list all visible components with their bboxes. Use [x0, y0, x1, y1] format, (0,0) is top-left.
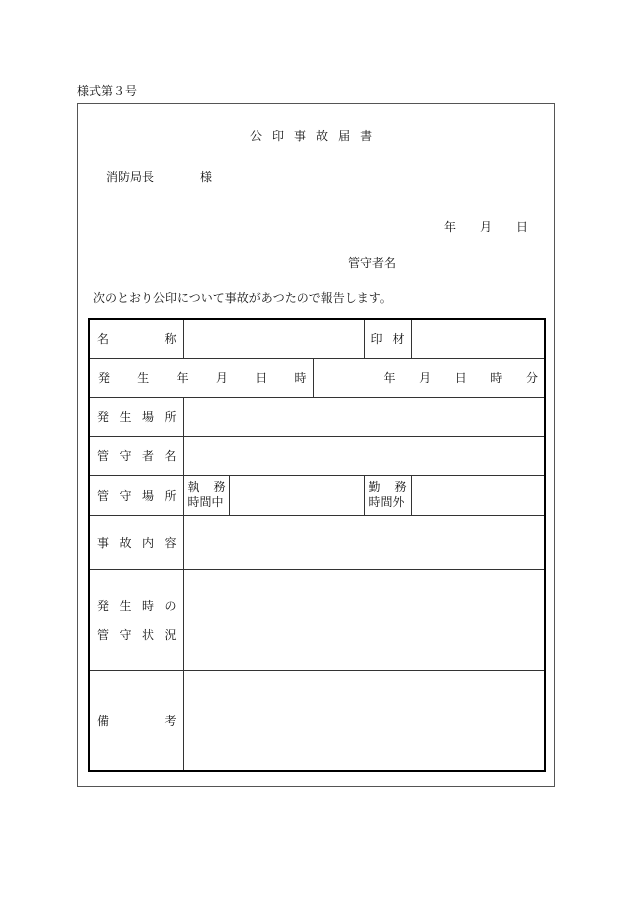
storage-location-label: 管 守 場 所 [89, 475, 183, 515]
outside-work-hours-label: 勤 務 時間外 [364, 475, 411, 515]
intro-text: 次のとおり公印について事故があつたので報告します。 [93, 291, 392, 305]
addressee-honorific: 様 [200, 170, 213, 184]
date-line: 年 月 日 [444, 220, 529, 234]
occurrence-datetime-label: 発 生 年 月 日 時 [89, 358, 313, 397]
name-field[interactable] [183, 319, 364, 358]
seal-material-label: 印 材 [364, 319, 411, 358]
location-label: 発 生 場 所 [89, 397, 183, 436]
form-number: 様式第３号 [77, 84, 138, 98]
outside-work-hours-field[interactable] [411, 475, 545, 515]
remarks-field[interactable] [183, 670, 545, 771]
custody-condition-field[interactable] [183, 569, 545, 670]
seal-material-field[interactable] [411, 319, 545, 358]
form-title: 公 印 事 故 届 書 [250, 129, 373, 143]
addressee-to: 消防局長 [106, 170, 155, 184]
incident-details-label: 事 故 内 容 [89, 515, 183, 569]
custodian-name-label: 管守者名 [348, 256, 397, 270]
report-table [88, 318, 546, 772]
occurrence-datetime-field[interactable]: 年 月 日 時 分 [313, 358, 545, 397]
during-work-hours-field[interactable] [229, 475, 364, 515]
incident-details-field[interactable] [183, 515, 545, 569]
location-field[interactable] [183, 397, 545, 436]
custody-condition-label: 発 生 時 の 管 守 状 況 [89, 569, 183, 670]
custodian-label: 管 守 者 名 [89, 436, 183, 475]
custodian-field[interactable] [183, 436, 545, 475]
during-work-hours-label: 執 務 時間中 [183, 475, 229, 515]
name-label: 名 称 [89, 319, 183, 358]
remarks-label: 備 考 [89, 670, 183, 771]
